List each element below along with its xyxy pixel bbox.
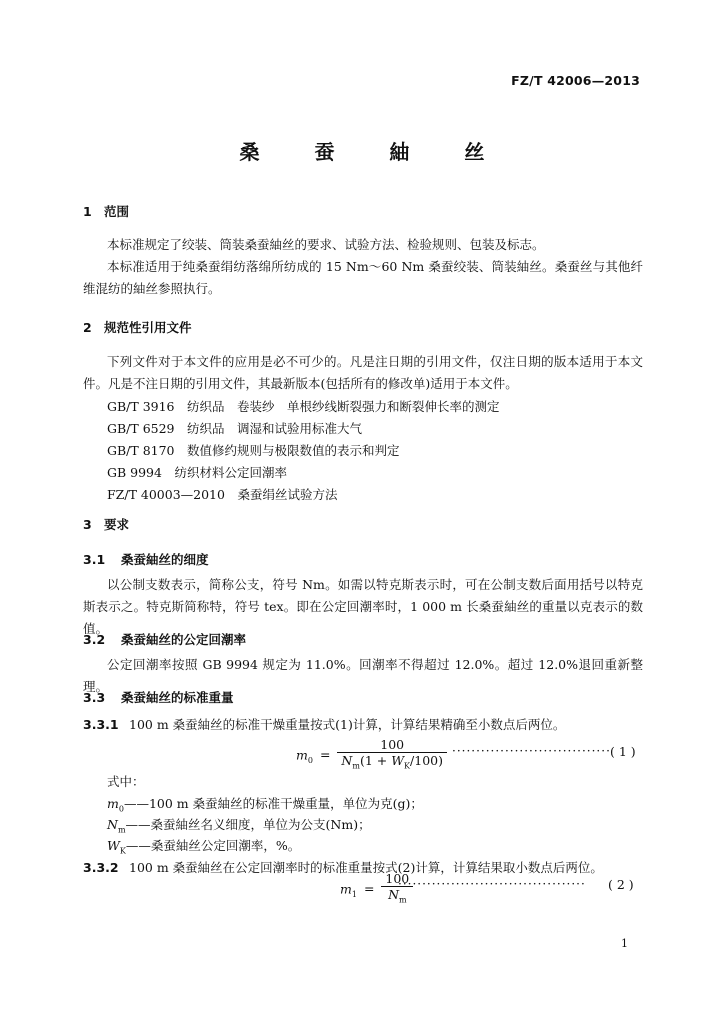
section-title: 要求 bbox=[104, 517, 130, 532]
subsection-3-3-heading bbox=[83, 688, 234, 706]
denominator-part: /100) bbox=[410, 753, 443, 768]
subsection-3-1-para: 以公制支数表示，简称公支，符号 Nm。如需以特克斯表示时，可在公制支数后面用括号以特克斯表示之。特克斯简称特，符号 tex。即在公定回潮率时，1 000 m 长桑蚕紬丝的重量以克表示的数值。 bbox=[83, 577, 643, 636]
formula-lhs: m bbox=[340, 881, 352, 897]
section-2-para: 下列文件对于本文件的应用是必不可少的。凡是注日期的引用文件，仅注日期的版本适用于本文件。凡是不注日期的引用文件，其最新版本(包括所有的修改单)适用于本文件。 bbox=[83, 354, 643, 391]
section-1-para-1: 本标准规定了绞装、筒装桑蚕紬丝的要求、试验方法、检验规则、包装及标志。 bbox=[107, 237, 545, 252]
reference-code: GB/T 8170 bbox=[107, 443, 175, 458]
subsection-3-1-heading bbox=[83, 550, 209, 568]
variable-sub: K bbox=[119, 846, 126, 856]
formula-lhs-sub: 1 bbox=[351, 889, 357, 899]
reference-title: 数值修约规则与极限数值的表示和判定 bbox=[187, 443, 400, 458]
formula-label: ( 1 ) bbox=[610, 744, 636, 759]
variable-definition bbox=[107, 836, 300, 856]
subsection-3-2-heading bbox=[83, 630, 246, 648]
section-1-para-2: 本标准适用于纯桑蚕绢纺落绵所纺成的 15 Nm～60 Nm 桑蚕绞装、筒装紬丝。桑蚕丝与其他纤维混纺的紬丝参照执行。 bbox=[83, 259, 643, 296]
variable-text: ——桑蚕紬丝公定回潮率，%。 bbox=[125, 838, 301, 853]
section-title: 规范性引用文件 bbox=[104, 320, 192, 335]
reference-item bbox=[107, 463, 287, 481]
reference-item bbox=[107, 441, 400, 459]
formula-1 bbox=[296, 737, 447, 775]
subsection-number: 3.1 bbox=[83, 552, 106, 567]
variable-sub: 0 bbox=[118, 804, 124, 814]
clause-3-3-1 bbox=[83, 715, 565, 733]
subsection-number: 3.3 bbox=[83, 690, 106, 705]
clause-text: 100 m 桑蚕紬丝在公定回潮率时的标准重量按式(2)计算，计算结果取小数点后两位。 bbox=[129, 860, 603, 875]
reference-title: 桑蚕绢丝试验方法 bbox=[237, 487, 338, 502]
reference-code: GB/T 6529 bbox=[107, 421, 175, 436]
section-title: 范围 bbox=[104, 204, 130, 219]
formula-lhs-sub: 0 bbox=[307, 755, 313, 765]
formula-denominator bbox=[337, 753, 447, 775]
clause-number: 3.3.1 bbox=[83, 717, 119, 732]
reference-item bbox=[107, 397, 500, 415]
section-1-heading bbox=[83, 202, 129, 220]
variable-symbol: W bbox=[107, 838, 120, 853]
where-label: 式中： bbox=[107, 774, 145, 789]
clause-number: 3.3.2 bbox=[83, 860, 119, 875]
document-title: 桑 蚕 紬 丝 bbox=[239, 140, 509, 164]
denominator-sub: m bbox=[352, 761, 360, 771]
page-number: 1 bbox=[621, 937, 628, 950]
formula-label: ( 2 ) bbox=[608, 877, 634, 892]
section-3-heading bbox=[83, 515, 129, 533]
subsection-title: 桑蚕紬丝的细度 bbox=[121, 552, 209, 567]
section-number: 2 bbox=[83, 320, 92, 335]
formula-numerator: 100 bbox=[337, 737, 447, 753]
formula-numerator: 100 bbox=[381, 871, 413, 887]
variable-definition bbox=[107, 794, 423, 814]
denominator-symbol: N bbox=[388, 887, 399, 902]
denominator-symbol: W bbox=[391, 753, 405, 768]
section-2-heading bbox=[83, 318, 192, 336]
reference-title: 纺织品 调湿和试验用标准大气 bbox=[187, 421, 363, 436]
variable-symbol: m bbox=[107, 796, 119, 811]
denominator-part: (1 + bbox=[359, 753, 392, 768]
reference-code: GB/T 3916 bbox=[107, 399, 175, 414]
reference-title: 纺织材料公定回潮率 bbox=[174, 465, 287, 480]
formula-fraction bbox=[337, 737, 447, 775]
equals-sign: = bbox=[319, 747, 331, 763]
variable-sub: m bbox=[117, 825, 126, 835]
subsection-3-2-para: 公定回潮率按照 GB 9994 规定为 11.0%。回潮率不得超过 12.0%。超过 12.0%退回重新整理。 bbox=[83, 657, 643, 694]
denominator-symbol: N bbox=[341, 753, 353, 768]
reference-title: 纺织品 卷装纱 单根纱线断裂强力和断裂伸长率的测定 bbox=[187, 399, 500, 414]
reference-item bbox=[107, 485, 338, 503]
reference-code: FZ/T 40003—2010 bbox=[107, 487, 225, 502]
section-number: 3 bbox=[83, 517, 92, 532]
equals-sign: = bbox=[363, 881, 375, 897]
variable-text: ——桑蚕紬丝名义细度，单位为公支(Nm)； bbox=[125, 817, 371, 832]
reference-item bbox=[107, 419, 362, 437]
variable-definition bbox=[107, 815, 371, 835]
subsection-title: 桑蚕紬丝的公定回潮率 bbox=[121, 632, 247, 647]
formula-leader-dots: ································· bbox=[452, 744, 611, 758]
denominator-sub: K bbox=[404, 761, 411, 771]
subsection-title: 桑蚕紬丝的标准重量 bbox=[121, 690, 234, 705]
variable-text: ——100 m 桑蚕紬丝的标准干燥重量，单位为克(g)； bbox=[123, 796, 423, 811]
formula-leader-dots: ······································· bbox=[398, 877, 586, 891]
standard-code: FZ/T 42006—2013 bbox=[511, 73, 640, 88]
denominator-sub: m bbox=[399, 895, 407, 905]
section-number: 1 bbox=[83, 204, 92, 219]
reference-code: GB 9994 bbox=[107, 465, 162, 480]
clause-text: 100 m 桑蚕紬丝的标准干燥重量按式(1)计算，计算结果精确至小数点后两位。 bbox=[129, 717, 566, 732]
variable-symbol: N bbox=[107, 817, 118, 832]
subsection-number: 3.2 bbox=[83, 632, 106, 647]
formula-lhs: m bbox=[296, 747, 308, 763]
